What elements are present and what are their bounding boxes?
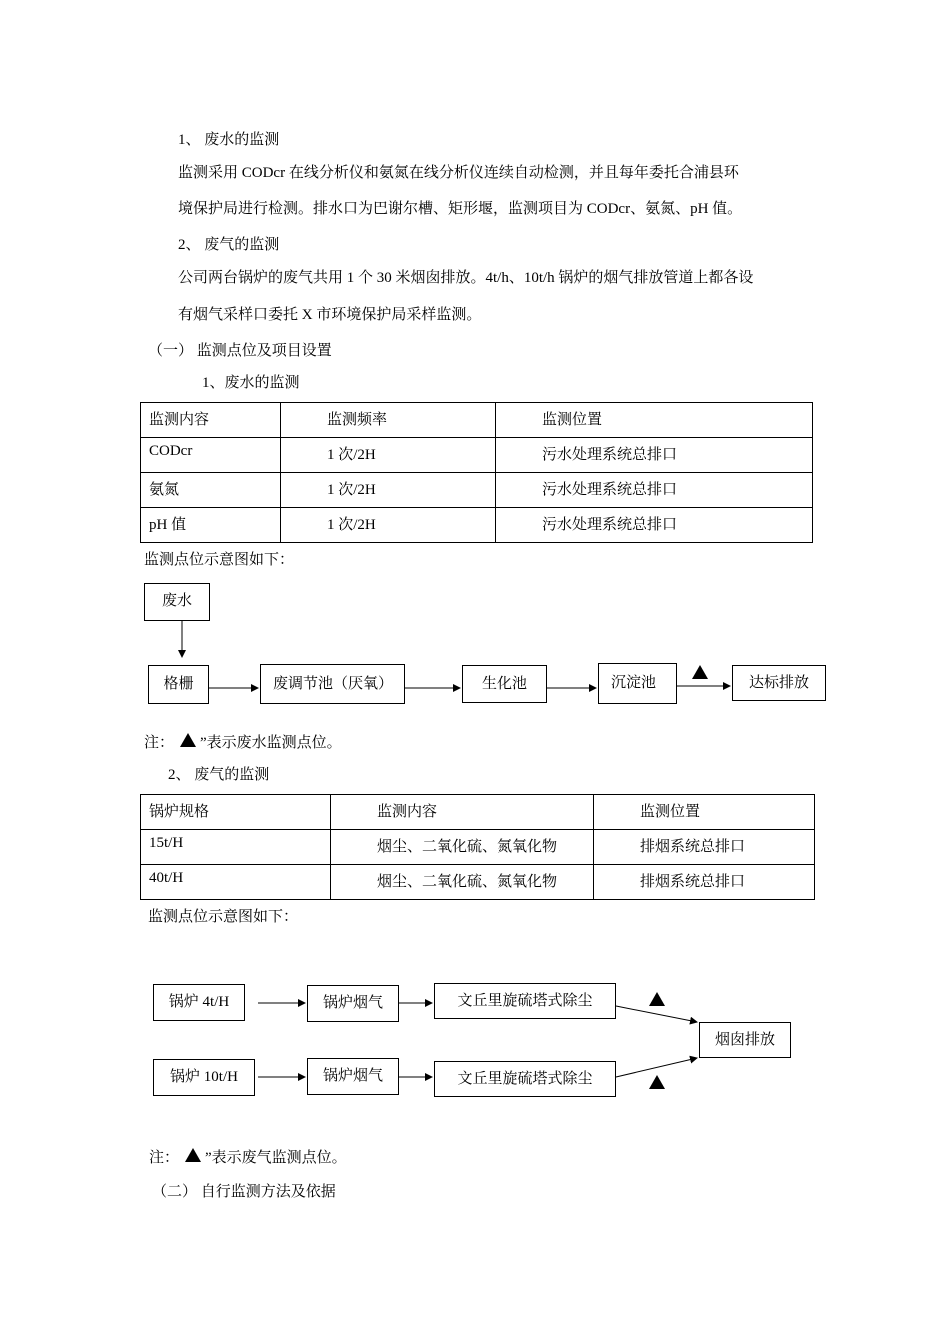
table-cell: 40t/H <box>149 870 184 886</box>
section1-para-line1: 监测采用 CODcr 在线分析仪和氨氮在线分析仪连续自动检测，并且每年委托合浦县环 <box>178 165 739 181</box>
diagram1-caption: 监测点位示意图如下： <box>144 552 295 568</box>
table-header-cell: 监测位置 <box>640 804 701 820</box>
section1-heading: 1、 废水的监测 <box>178 132 280 148</box>
part1-heading: （一） 监测点位及项目设置 <box>148 343 332 359</box>
part2-heading: （二） 自行监测方法及依据 <box>152 1184 336 1200</box>
dust-removal-box-1: 文丘里旋硫塔式除尘 <box>434 983 616 1019</box>
step-box-settling-tank: 沉淀池 <box>598 663 677 704</box>
table-cell: 污水处理系统总排口 <box>542 482 678 498</box>
step-box-grille: 格栅 <box>148 665 209 704</box>
section2-para-line2: 有烟气采样口委托 X 市环境保护局采样监测。 <box>178 307 482 323</box>
table-header-cell: 锅炉规格 <box>149 804 210 820</box>
table-header-cell: 监测位置 <box>542 412 603 428</box>
table-cell: 烟尘、二氧化硫、氮氧化物 <box>377 874 558 890</box>
step-box-regulating-tank: 废调节池（厌氧） <box>260 664 405 704</box>
note2-label: 注： <box>149 1150 180 1166</box>
section2-para-line1: 公司两台锅炉的废气共用 1 个 30 米烟囱排放。4t/h、10t/h 锅炉的烟气排放管道上都各设 <box>178 270 754 286</box>
table-cell: 排烟系统总排口 <box>640 839 746 855</box>
table-cell: 污水处理系统总排口 <box>542 517 678 533</box>
monitoring-point-triangle-icon <box>180 733 196 747</box>
table-cell: 烟尘、二氧化硫、氮氧化物 <box>377 839 558 855</box>
monitoring-point-triangle-icon <box>185 1148 201 1162</box>
table-cell: 氨氮 <box>149 482 180 498</box>
table-cell: 1 次/2H <box>327 517 376 533</box>
monitoring-point-triangle-icon <box>692 665 708 679</box>
note1-text: ”表示废水监测点位。 <box>200 735 342 751</box>
table-cell: 1 次/2H <box>327 482 376 498</box>
table-cell: CODcr <box>149 443 193 459</box>
part1-sub2: 2、 废气的监测 <box>168 767 270 783</box>
monitoring-point-triangle-icon <box>649 992 665 1006</box>
note2-text: ”表示废气监测点位。 <box>205 1150 347 1166</box>
table-header-cell: 监测内容 <box>377 804 438 820</box>
boiler-box-4t: 锅炉 4t/H <box>153 984 245 1021</box>
table-header-cell: 监测频率 <box>327 412 388 428</box>
section2-heading: 2、 废气的监测 <box>178 237 280 253</box>
gas-table <box>140 794 815 900</box>
source-box-wastewater: 废水 <box>144 583 210 621</box>
table-cell: 排烟系统总排口 <box>640 874 746 890</box>
section1-para-line2: 境保护局进行检测。排水口为巴谢尔槽、矩形堰，监测项目为 CODcr、氨氮、pH 值。 <box>178 201 743 217</box>
step-box-biochemical-tank: 生化池 <box>462 665 547 703</box>
table-cell: 污水处理系统总排口 <box>542 447 678 463</box>
chimney-box: 烟囱排放 <box>699 1022 791 1058</box>
flue-gas-box-1: 锅炉烟气 <box>307 985 399 1022</box>
table-cell: 1 次/2H <box>327 447 376 463</box>
monitoring-point-triangle-icon <box>649 1075 665 1089</box>
table-cell: pH 值 <box>149 517 187 533</box>
dust-removal-box-2: 文丘里旋硫塔式除尘 <box>434 1061 616 1097</box>
flue-gas-box-2: 锅炉烟气 <box>307 1058 399 1095</box>
table-row <box>141 865 815 900</box>
table-row <box>141 830 815 865</box>
diagram2-caption: 监测点位示意图如下： <box>148 909 299 925</box>
table-header-row <box>141 795 815 830</box>
note1-label: 注： <box>144 735 175 751</box>
boiler-box-10t: 锅炉 10t/H <box>153 1059 255 1096</box>
table-header-cell: 监测内容 <box>149 412 210 428</box>
part1-sub1: 1、废水的监测 <box>202 375 300 391</box>
step-box-discharge: 达标排放 <box>732 665 826 701</box>
table-cell: 15t/H <box>149 835 184 851</box>
